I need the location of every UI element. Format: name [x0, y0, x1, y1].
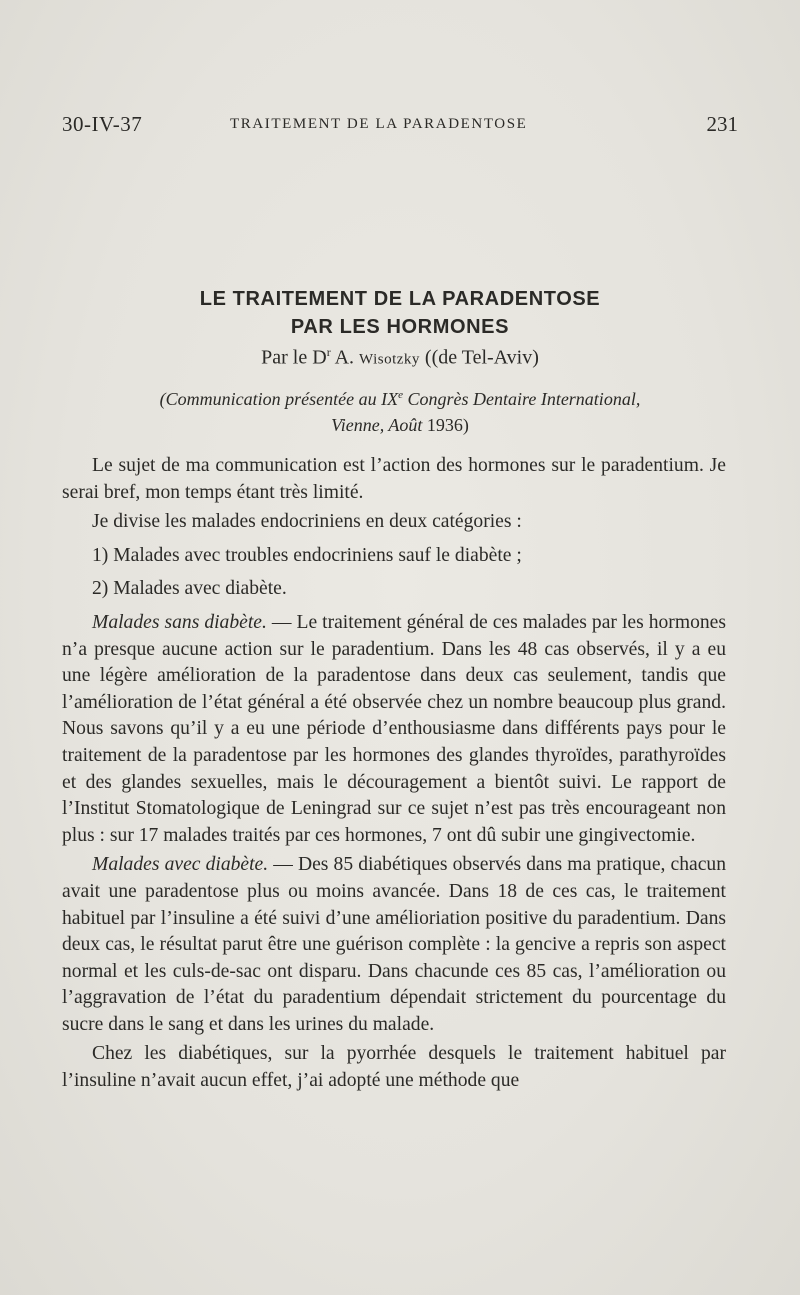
communication-sup: e [398, 389, 403, 401]
author-affiliation: ((de Tel-Aviv) [419, 346, 539, 369]
paragraph-avec-diabete [62, 852, 726, 1038]
paragraph-sans-diabete-text: — Le traitement général de ces malades par les hormones n’a presque aucune action sur le paradentium. Dans les 48 cas observés, il y a eu une légère amélioration de la paradentose dans deux cas seulement, tandis que l’amélioration de l’état général a été observée chez un nombre beaucoup plus grand. Nous savons qu’il y a eu une période d’enthousiasme dans différents pays pour le traitement de la paradentose par les hormones des glandes thyroïdes, parathyroïdes et des glandes sexuelles, mais le découragement a bientôt suivi. Le rapport de l’Institut Stomatologique de Leningrad sur ce sujet n’est pas très encourageant non plus : sur 17 malades traités par ces hormones, 7 ont dû subir une gingivectomie. [62, 611, 726, 846]
author-name: Wisotzky [359, 351, 420, 368]
communication-line-1 [62, 382, 738, 412]
article-title [62, 285, 738, 341]
byline-title-sup: r [326, 345, 331, 359]
paragraph-intro: Le sujet de ma communication est l’action des hormones sur le paradentium. Je serai bref, mon temps étant très limité. [62, 455, 726, 503]
communication-text-2: Congrès Dentaire International, [403, 389, 641, 409]
communication-year: 1936) [426, 415, 469, 435]
author-byline [62, 345, 738, 370]
section-heading-sans-diabete: Malades sans diabète. [92, 611, 267, 633]
communication-text-3: Vienne, Août [331, 415, 427, 435]
byline-prefix: Par le D [261, 346, 327, 369]
article-title-line-1: LE TRAITEMENT DE LA PARADENTOSE [199, 288, 601, 310]
article-title-line-2: PAR LES HORMONES [290, 316, 510, 338]
list-item-2: 2) Malades avec diabète. [92, 578, 287, 600]
section-heading-avec-diabete: Malades avec diabète. [92, 854, 269, 876]
paragraph-avec-diabete-text: — Des 85 diabétiques observés dans ma pratique, chacun avait une paradentose plus ou moins avancée. Dans 18 de ces cas, le traitement habituel par l’insuline a été suivi d’une amélioriation positive du paradentium. Dans deux cas, le résultat parut être une guérison complète : la gencive a repris son aspect normal et les culs-de-sac ont disparu. Dans chacunde ces 85 cas, l’amélioration ou l’aggravation de l’état du paradentium dépendait strictement du pourcentage du sucre dans le sang et dans les urines du malade. [62, 854, 727, 1035]
communication-note [62, 382, 738, 438]
communication-line-2 [62, 412, 738, 438]
paragraph-sans-diabete [62, 610, 726, 849]
issue-date: 30-IV-37 [62, 112, 143, 136]
communication-text-1: (Communication présentée au IX [159, 389, 399, 409]
article-body [62, 453, 726, 1098]
list-item-1: 1) Malades avec troubles endocriniens sauf le diabète ; [92, 544, 522, 566]
byline-initial: A. [330, 346, 360, 369]
paragraph-categories: Je divise les malades endocriniens en deux catégories : [92, 511, 522, 533]
running-head [62, 112, 738, 142]
page-number: 231 [706, 112, 738, 136]
running-title: TRAITEMENT DE LA PARADENTOSE [230, 116, 528, 132]
paragraph-insuline: Chez les diabétiques, sur la pyorrhée desquels le traitement habituel par l’insuline n’avait aucun effet, j’ai adopté une méthode que [62, 1043, 726, 1092]
